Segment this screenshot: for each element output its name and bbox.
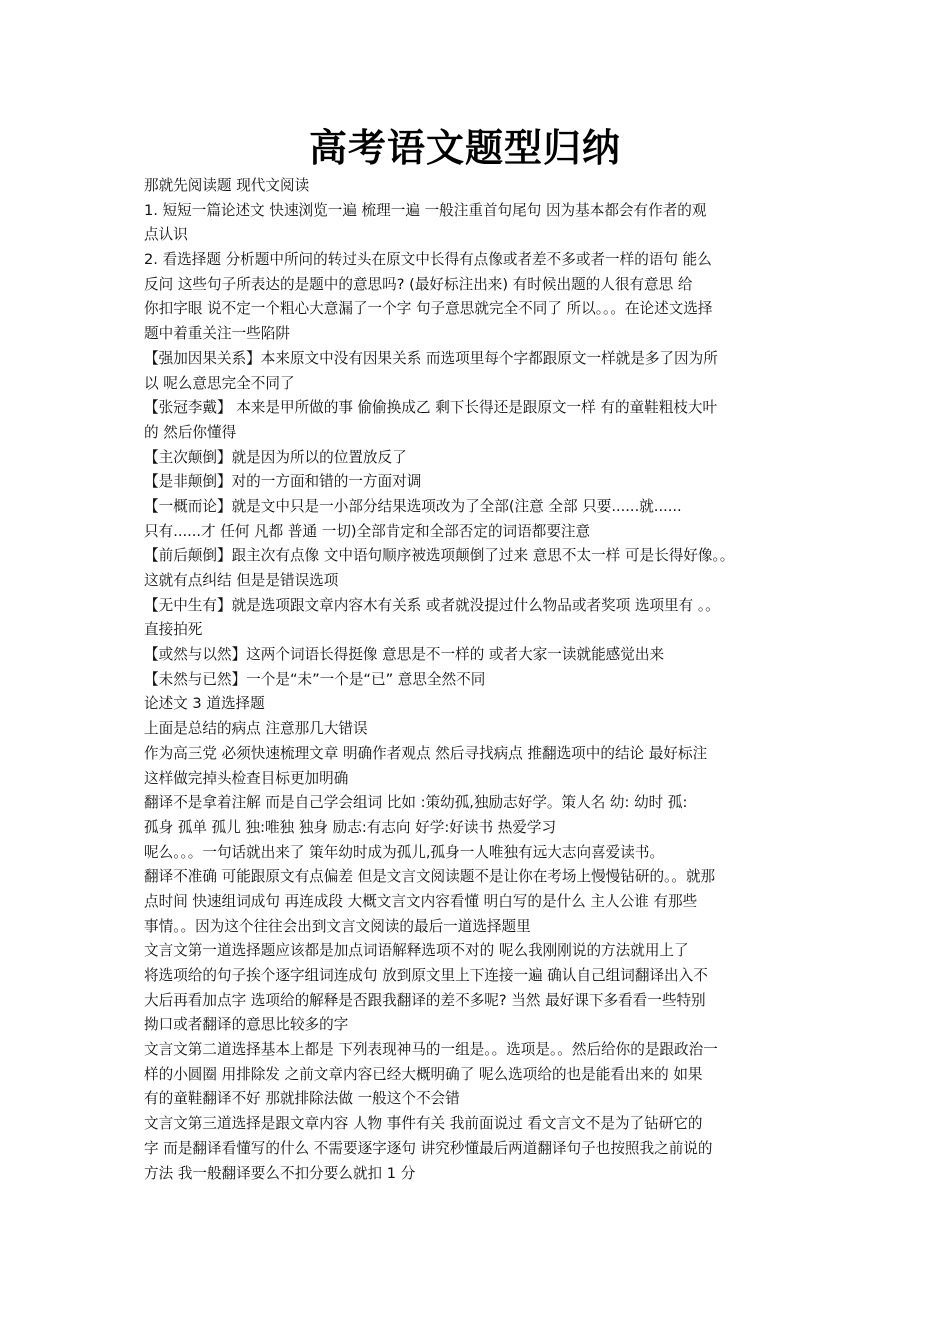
text-line: 反问 这些句子所表达的是题中的意思吗? (最好标注出来) 有时候出题的人很有意思 给 bbox=[144, 275, 693, 293]
text-line: 题中着重关注一些陷阱 bbox=[144, 325, 290, 343]
text-line: 你扣字眼 说不定一个粗心大意漏了一个字 句子意思就完全不同了 所以。。。在论述文选择 bbox=[144, 300, 713, 318]
text-line: 呢么。。。一句话就出来了 策年幼时成为孤儿,孤身一人唯独有远大志向喜爱读书。 bbox=[144, 843, 665, 861]
text-line: 文言文第三道选择是跟文章内容 人物 事件有关 我前面说过 看文言文不是为了钻研它的 bbox=[144, 1115, 703, 1133]
page-title: 高考语文题型归纳 bbox=[308, 126, 621, 170]
text-line: 【无中生有】就是选项跟文章内容木有关系 或者就没提过什么物品或者奖项 选项里有 。。 bbox=[144, 596, 720, 614]
text-line: 【或然与以然】这两个词语长得挺像 意思是不一样的 或者大家一读就能感觉出来 bbox=[144, 646, 665, 664]
text-line: 直接拍死 bbox=[144, 621, 203, 639]
text-line: 作为高三党 必须快速梳理文章 明确作者观点 然后寻找病点 推翻选项中的结论 最好标注 bbox=[144, 744, 708, 762]
text-line: 这样做完掉头检查目标更加明确 bbox=[144, 769, 349, 787]
text-line: 【前后颠倒】跟主次有点像 文中语句顺序被选项颠倒了过来 意思不太一样 可是长得好像。。 bbox=[144, 547, 735, 565]
text-line: 【主次颠倒】就是因为所以的位置放反了 bbox=[144, 448, 407, 466]
text-line: 【是非颠倒】对的一方面和错的一方面对调 bbox=[144, 473, 422, 491]
text-line: 文言文第二道选择基本上都是 下列表现神马的一组是。。选项是。。然后给你的是跟政治一 bbox=[144, 1041, 718, 1059]
text-line: 点时间 快速组词成句 再连成段 大概文言文内容看懂 明白写的是什么 主人公谁 有那些 bbox=[144, 892, 698, 910]
text-line: 那就先阅读题 现代文阅读 bbox=[144, 177, 310, 194]
text-line: 事情。。因为这个往往会出到文言文阅读的最后一道选择题里 bbox=[144, 917, 531, 935]
text-line: 论述文 3 道选择题 bbox=[144, 695, 265, 713]
text-line: 孤身 孤单 孤儿 独:唯独 独身 励志:有志向 好学:好读书 热爱学习 bbox=[144, 818, 557, 836]
text-line: 字 而是翻译看懂写的什么 不需要逐字逐句 讲究秒懂最后两道翻译句子也按照我之前说的 bbox=[144, 1139, 713, 1157]
text-line: 【未然与已然】一个是“未”一个是“已” 意思全然不同 bbox=[144, 670, 486, 688]
text-line: 方法 我一般翻译要么不扣分要么就扣 1 分 bbox=[144, 1164, 416, 1182]
text-line: 翻译不准确 可能跟原文有点偏差 但是文言文阅读题不是让你在考场上慢慢钻研的。。就那 bbox=[144, 868, 716, 886]
text-line: 样的小圆圈 用排除发 之前文章内容已经大概明确了 呢么选项给的也是能看出来的 如果 bbox=[144, 1065, 703, 1083]
text-line: 大后再看加点字 选项给的解释是否跟我翻译的差不多呢? 当然 最好课下多看看一些特别 bbox=[144, 991, 706, 1009]
text-line: 【张冠李戴】 本来是甲所做的事 偷偷换成乙 剩下长得还是跟原文一样 有的童鞋粗枝大叶 bbox=[144, 399, 718, 417]
text-line: 文言文第一道选择题应该都是加点词语解释选项不对的 呢么我刚刚说的方法就用上了 bbox=[144, 942, 689, 960]
text-line: 翻译不是拿着注解 而是自己学会组词 比如 :策幼孤,独励志好学。策人名 幼: 幼时 孤: bbox=[144, 794, 688, 812]
text-line: 只有......才 任何 凡都 普通 一切)全部肯定和全部否定的词语都要注意 bbox=[144, 522, 591, 540]
text-line: 的 然后你懂得 bbox=[144, 423, 237, 441]
text-line: 拗口或者翻译的意思比较多的字 bbox=[144, 1016, 349, 1034]
document-body bbox=[144, 174, 814, 1186]
text-line: 1. 短短一篇论述文 快速浏览一遍 梳理一遍 一般注重首句尾句 因为基本都会有作者的观 bbox=[144, 201, 707, 219]
text-line: 2. 看选择题 分析题中所问的转过头在原文中长得有点像或者差不多或者一样的语句 能么 bbox=[144, 251, 712, 269]
text-line: 上面是总结的病点 注意那几大错误 bbox=[144, 720, 368, 738]
text-line: 有的童鞋翻译不好 那就排除法做 一般这个不会错 bbox=[144, 1090, 460, 1108]
text-line: 将选项给的句子挨个逐字组词连成句 放到原文里上下连接一遍 确认自己组词翻译出入不 bbox=[144, 967, 708, 984]
text-line: 点认识 bbox=[144, 226, 188, 244]
text-line: 以 呢么意思完全不同了 bbox=[144, 374, 295, 392]
text-line: 【一概而论】就是文中只是一小部分结果选项改为了全部(注意 全部 只要......就...... bbox=[144, 497, 682, 515]
text-line: 【强加因果关系】本来原文中没有因果关系 而选项里每个字都跟原文一样就是多了因为所 bbox=[144, 349, 718, 367]
text-line: 这就有点纠结 但是是错误选项 bbox=[144, 572, 339, 589]
